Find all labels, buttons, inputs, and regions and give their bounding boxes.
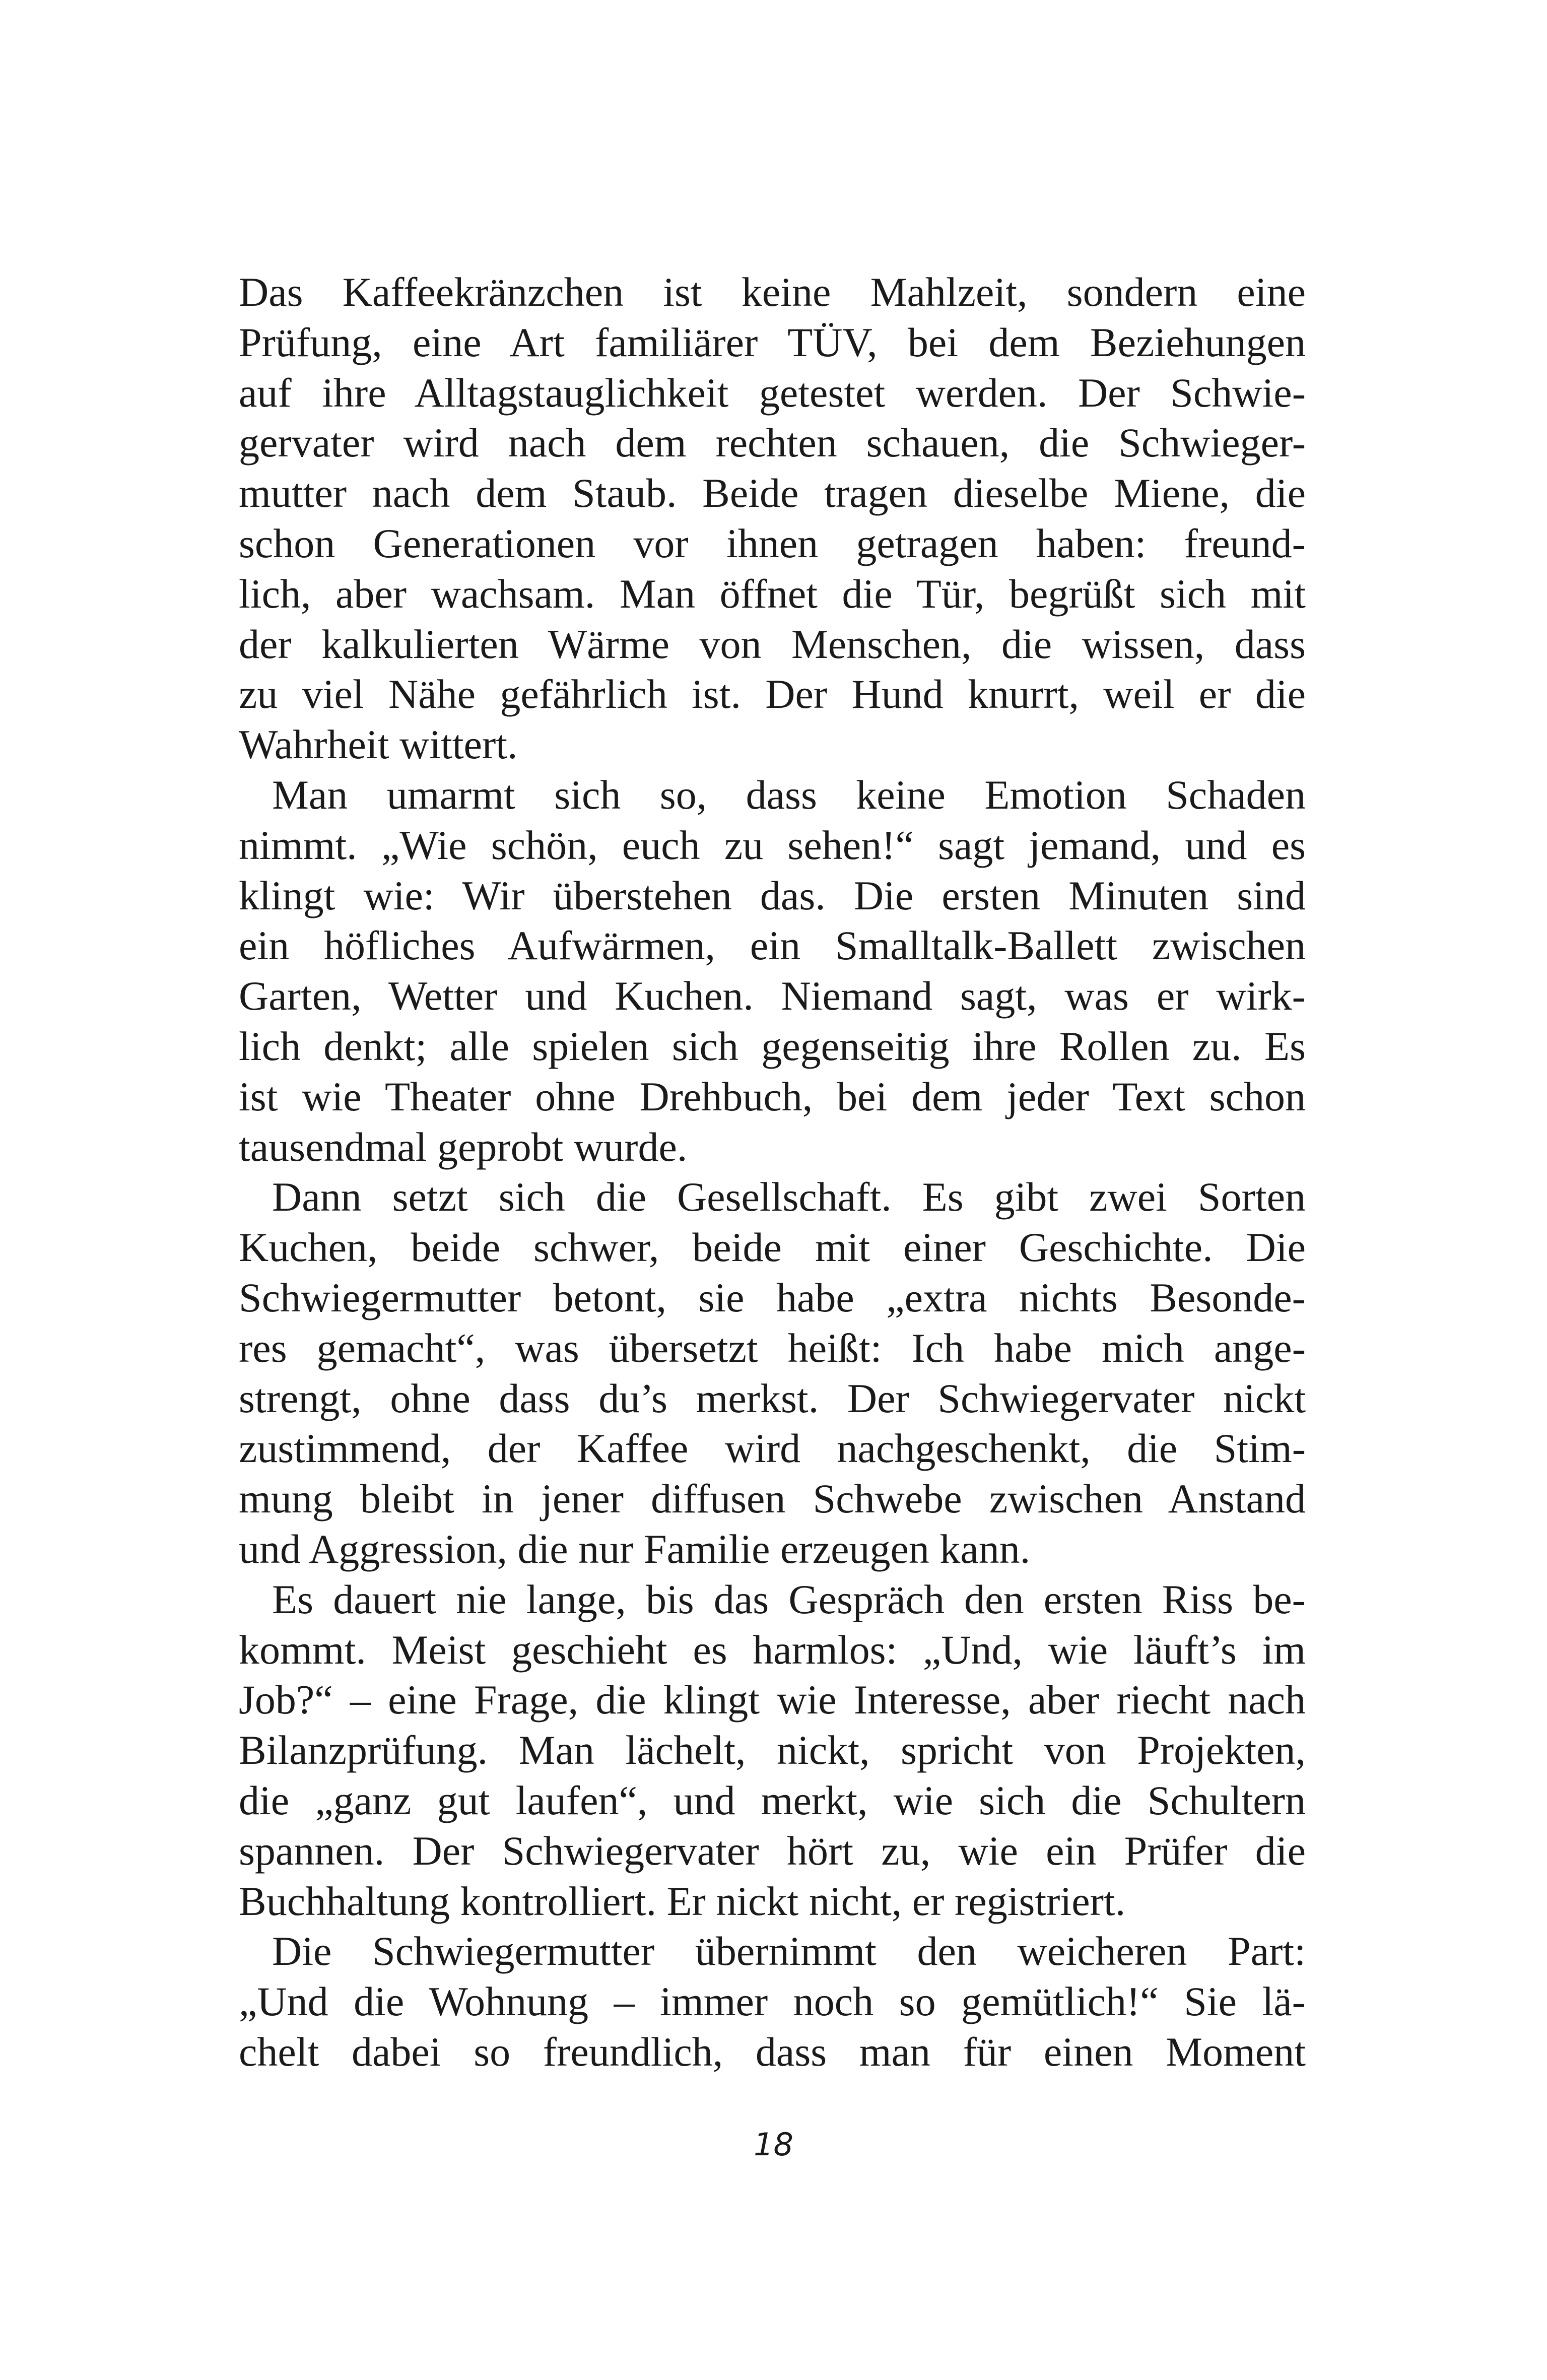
page-number: 18 [754,2126,793,2163]
text-line: mutter nach dem Staub. Beide tragen dieselbe Miene, die [239,470,1306,516]
text-line: Dann setzt sich die Gesellschaft. Es gibt zwei Sorten [272,1174,1306,1220]
text-line: die „ganz gut laufen“, und merkt, wie sich die Schultern [239,1777,1306,1823]
text-line: Die Schwiegermutter übernimmt den weicheren Part: [272,1928,1306,1974]
text-line: ist wie Theater ohne Drehbuch, bei dem jeder Text schon [239,1073,1306,1119]
text-line: gervater wird nach dem rechten schauen, die Schwieger- [239,420,1306,466]
text-line: kommt. Meist geschieht es harmlos: „Und, wie läuft’s im [239,1626,1306,1673]
text-line: Buchhaltung kontrolliert. Er nickt nicht, er registriert. [239,1878,1126,1924]
text-line: klingt wie: Wir überstehen das. Die ersten Minuten sind [239,872,1306,918]
text-line: zu viel Nähe gefährlich ist. Der Hund knurrt, weil er die [239,671,1306,717]
text-line: Bilanzprüfung. Man lächelt, nickt, spricht von Projekten, [239,1727,1306,1773]
text-line: lich denkt; alle spielen sich gegenseitig ihre Rollen zu. Es [239,1023,1306,1069]
paragraph [239,1172,1306,1574]
paragraph [239,1926,1306,2077]
text-line: nimmt. „Wie schön, euch zu sehen!“ sagt jemand, und es [239,822,1306,868]
paragraph [239,267,1306,770]
text-line: auf ihre Alltagstauglichkeit getestet werden. Der Schwie- [239,369,1306,416]
text-line: spannen. Der Schwiegervater hört zu, wie ein Prüfer die [239,1827,1306,1874]
text-line: Kuchen, beide schwer, beide mit einer Geschichte. Die [239,1224,1306,1271]
text-line: Das Kaffeekränzchen ist keine Mahlzeit, sondern eine [239,269,1306,315]
text-line: chelt dabei so freundlich, dass man für einen Moment [239,2028,1306,2075]
text-line: res gemacht“, was übersetzt heißt: Ich habe mich ange- [239,1325,1306,1371]
text-line: lich, aber wachsam. Man öffnet die Tür, begrüßt sich mit [239,570,1306,617]
text-line: der kalkulierten Wärme von Menschen, die wissen, dass [239,621,1306,667]
paragraph [239,770,1306,1172]
text-line: zustimmend, der Kaffee wird nachgeschenkt, die Stim- [239,1425,1306,1472]
text-line: Garten, Wetter und Kuchen. Niemand sagt, was er wirk- [239,973,1306,1019]
paragraph [239,1574,1306,1927]
text-line: „Und die Wohnung – immer noch so gemütlich!“ Sie lä- [239,1978,1306,2025]
text-line: Job?“ – eine Frage, die klingt wie Interesse, aber riecht nach [239,1677,1306,1723]
text-line: schon Generationen vor ihnen getragen haben: freund- [239,520,1306,566]
text-line: und Aggression, die nur Familie erzeugen kann. [239,1526,1031,1572]
text-line: tausendmal geprobt wurde. [239,1123,688,1170]
text-line: Man umarmt sich so, dass keine Emotion Schaden [272,771,1306,818]
text-line: strengt, ohne dass du’s merkst. Der Schwiegervater nickt [239,1375,1306,1421]
text-line: Es dauert nie lange, bis das Gespräch den ersten Riss be- [272,1576,1306,1622]
text-line: Prüfung, eine Art familiärer TÜV, bei dem Beziehungen [239,319,1306,365]
text-line: mung bleibt in jener diffusen Schwebe zwischen Anstand [239,1476,1306,1522]
body-text [239,267,1306,2077]
text-line: ein höfliches Aufwärmen, ein Smalltalk-Ballett zwischen [239,922,1306,969]
text-line: Wahrheit wittert. [239,721,518,768]
text-line: Schwiegermutter betont, sie habe „extra nichts Besonde- [239,1274,1306,1320]
